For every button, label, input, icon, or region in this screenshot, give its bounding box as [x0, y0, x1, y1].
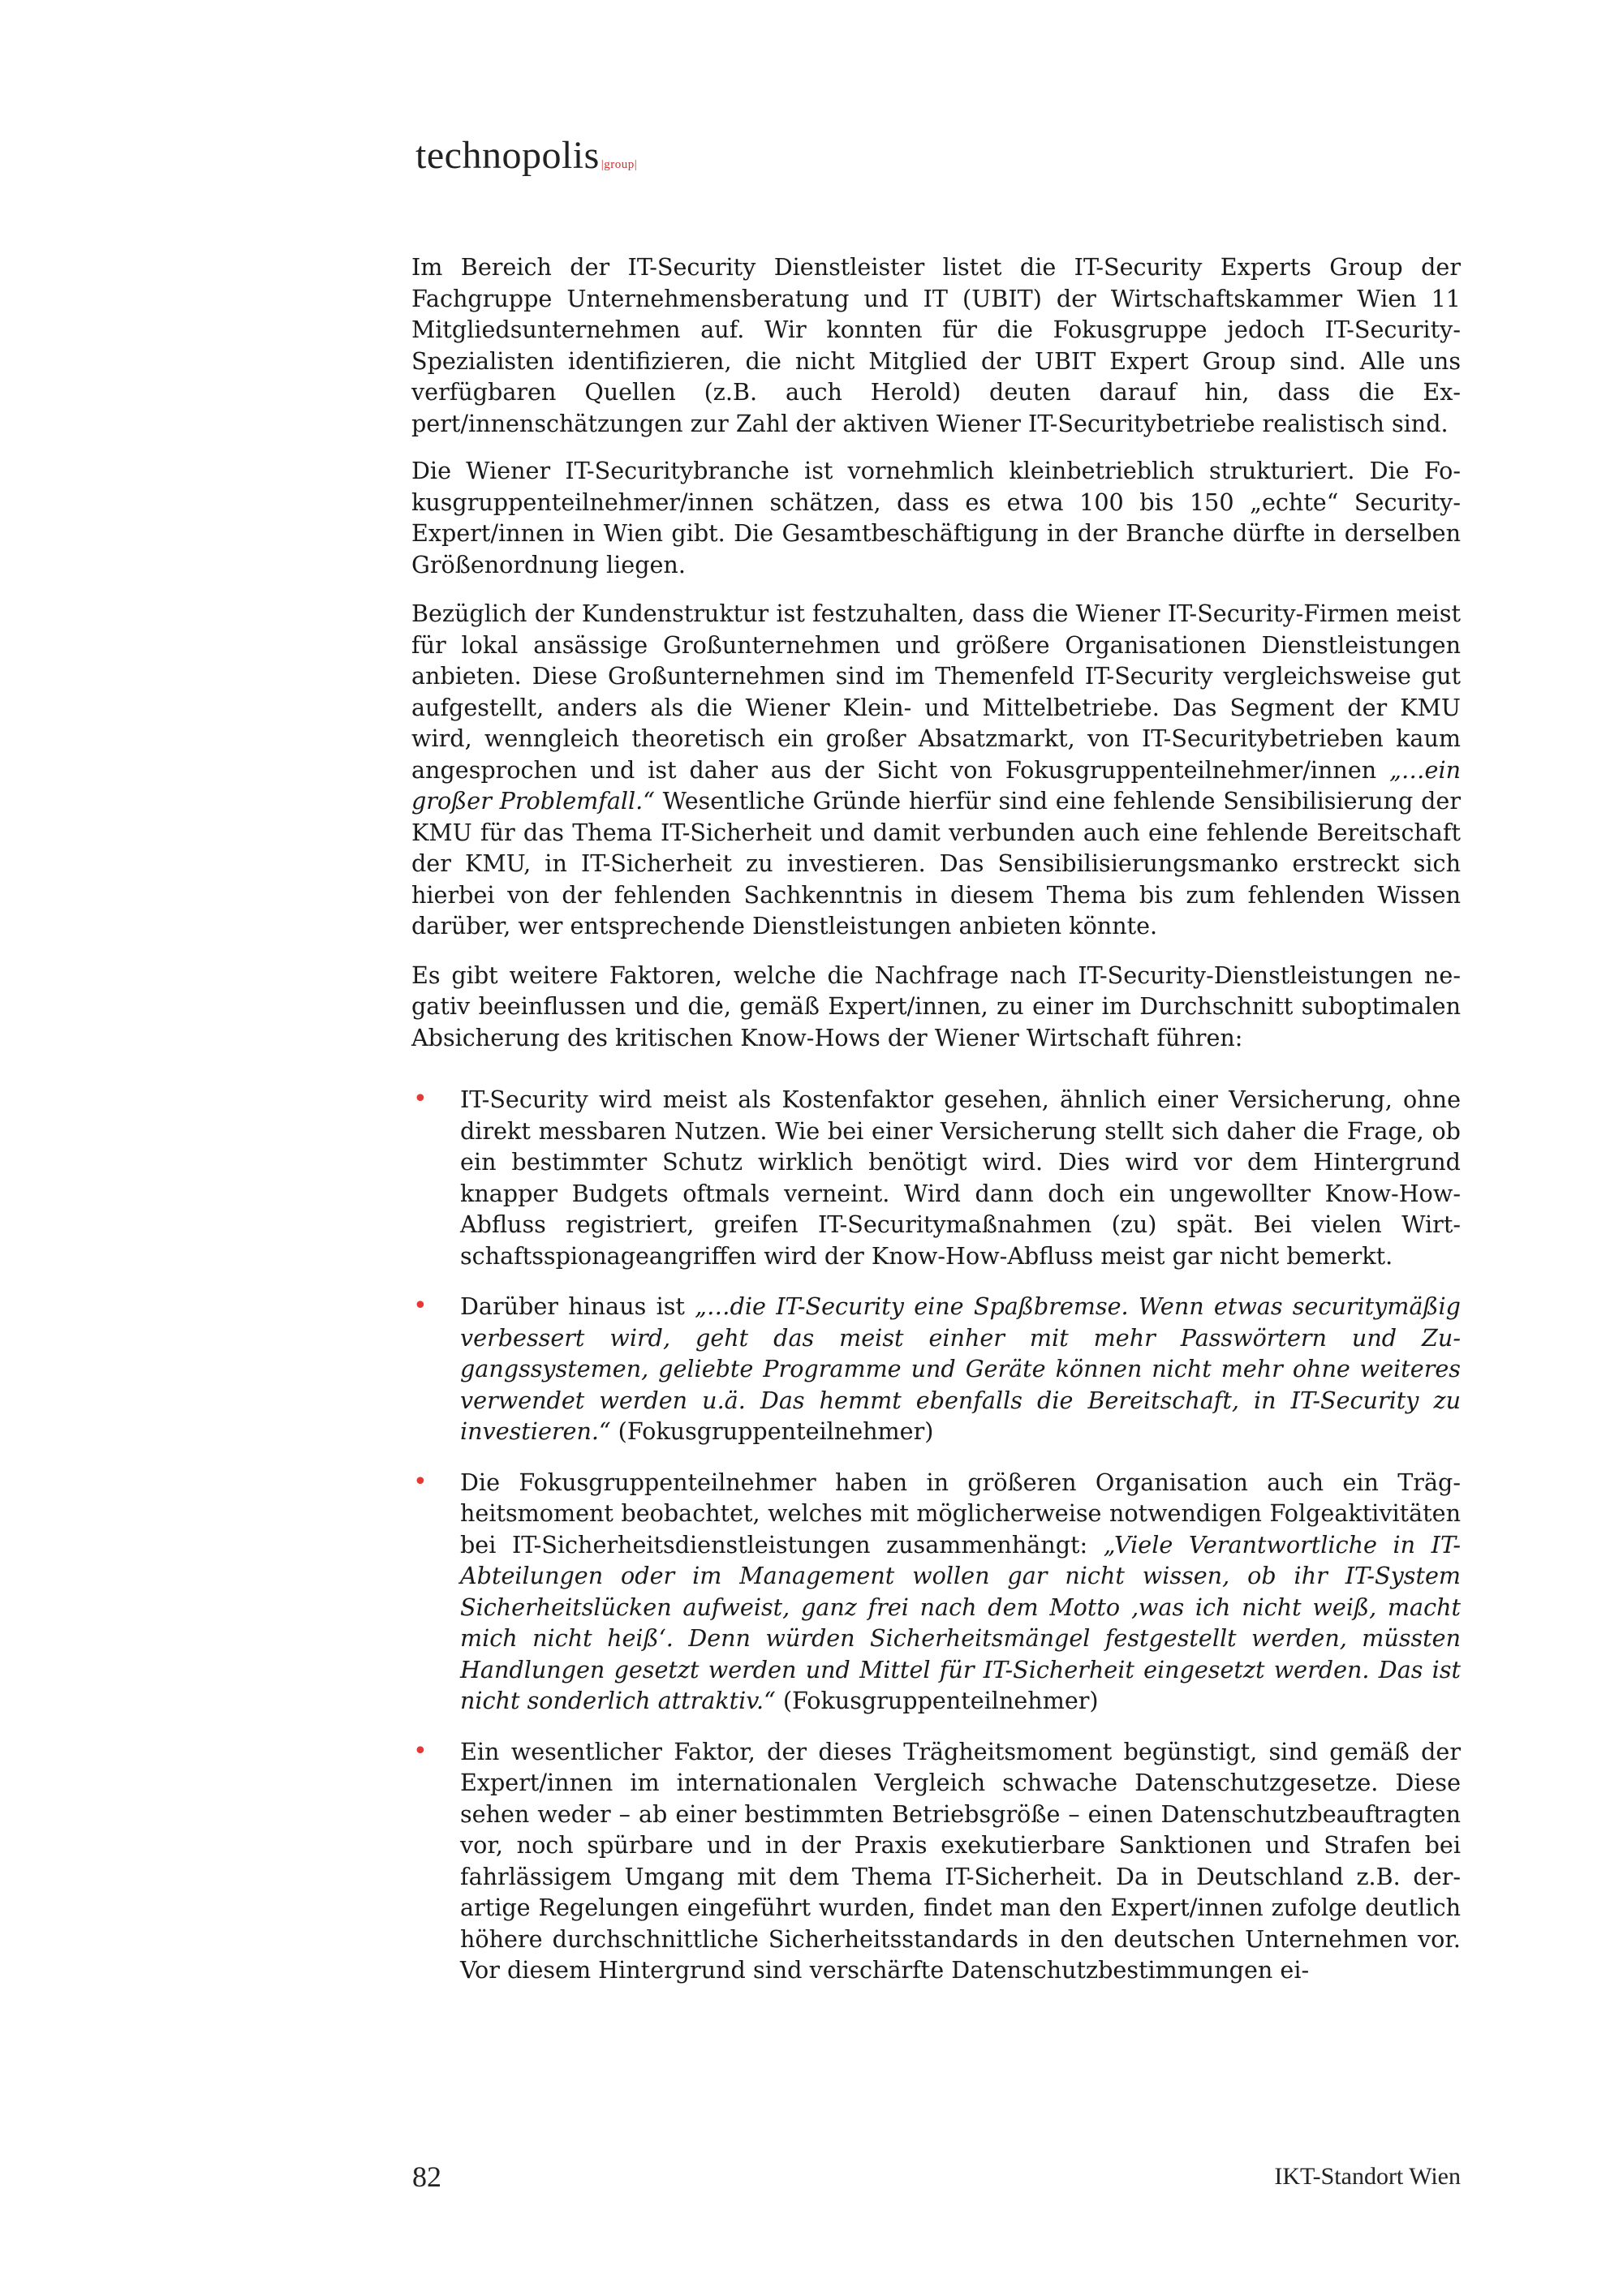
- list-item: [411, 1291, 1461, 1447]
- paragraph: Im Bereich der IT-Security Dienstleister listet die IT-Security Experts Group der Fachgruppe Unternehmensberatung und IT (UBIT) der Wirtschaftskammer Wien 11 Mitgliedsunternehmen auf. Wir konnten für die Fokusgruppe jedoch IT-Security-Spezialisten identifizieren, die nicht Mitglied der UBIT Expert Group sind. Alle uns verfügbaren Quellen (z.B. auch Herold) deuten darauf hin, dass die Expert/innenschätzungen zur Zahl der aktiven Wiener IT-Securitybetriebe realistisch sind.: [411, 253, 1461, 437]
- bullet-list: [411, 1084, 1461, 1986]
- bullet-icon: •: [413, 1736, 428, 1765]
- list-item-source: (Fokusgruppenteilnehmer): [775, 1687, 1099, 1714]
- paragraph: Die Wiener IT-Securitybranche ist vornehmlich kleinbetrieblich strukturiert. Die Fokusgruppenteilnehmer/innen schätzen, dass es etwa 100 bis 150 „echte“ Security-Expert/innen in Wien gibt. Die Gesamtbeschäftigung in der Branche dürfte in derselben Größenordnung liegen.: [411, 457, 1461, 578]
- logo-text: technopolis: [415, 134, 600, 177]
- list-item-source: (Fokusgruppenteilnehmer): [610, 1417, 934, 1445]
- document-title: IKT-Standort Wien: [1274, 2163, 1461, 2190]
- paragraph-quote: „…ein großer Problemfall.“: [411, 755, 1461, 815]
- page-number: 82: [412, 2161, 441, 2193]
- paragraph-text: Bezüglich der Kundenstruktur ist festzuhalten, dass die Wiener IT-Security-Firmen meist für lokal ansässige Großunternehmen und größere Organisationen Dienstleistungen anbieten. Diese Großunternehmen sind im Themenfeld IT-Security vergleichsweise gut aufgestellt, anders als die Wiener Klein- und Mittelbetriebe. Das Segment der KMU wird, wenngleich theoretisch ein großer Absatzmarkt, von IT-Securitybetrieben kaum angesprochen und ist daher aus der Sicht von Fokusgruppenteilnehmer/innen: [411, 600, 1461, 784]
- bullet-icon: •: [413, 1467, 428, 1496]
- body-text: [411, 252, 1461, 2006]
- list-item-text: Die Fokusgruppenteilnehmer haben in größeren Organisation auch ein Trägheitsmoment beobachtet, welches mit möglicherweise notwendigen Folgeaktivitäten bei IT-Sicherheitsdienstleistungen zusammenhängt:: [460, 1468, 1461, 1559]
- bullet-icon: •: [413, 1292, 428, 1320]
- paragraph-text: Wesentliche Gründe hierfür sind eine fehlende Sensibilisierung der KMU für das Thema IT-Sicherheit und damit verbunden auch eine fehlende Bereitschaft der KMU, in IT-Sicherheit zu investieren. Das Sensibilisierungsmanko erstreckt sich hierbei von der fehlenden Sachkenntnis in diesem Thema bis zum fehlenden Wissen darüber, wer entsprechende Dienstleistungen anbieten könnte.: [411, 787, 1462, 939]
- logo-suffix: |group|: [601, 158, 638, 171]
- list-item: [411, 1467, 1461, 1717]
- list-item-text: IT-Security wird meist als Kostenfaktor gesehen, ähnlich einer Versicherung, ohne direkt messbaren Nutzen. Wie bei einer Versicherung stellt sich daher die Frage, ob ein bestimmter Schutz wirklich benötigt wird. Dies wird vor dem Hintergrund knapper Budgets oftmals verneint. Wird dann doch ein ungewollter Know-How-Abfluss registriert, greifen IT-Securitymaßnahmen (zu) spät. Bei vielen Wirtschaftsspionageangriffen wird der Know-How-Abfluss meist gar nicht bemerkt.: [460, 1086, 1461, 1270]
- paragraph: [411, 598, 1461, 942]
- list-item-quote: „…die IT-Security eine Spaßbremse. Wenn etwas securitymäßig verbessert wird, geht das meist einher mit mehr Passwörtern und Zugangssystemen, geliebte Programme und Geräte können nicht mehr ohne weiteres verwendet werden u.ä. Das hemmt ebenfalls die Bereitschaft, in IT-Security zu investieren.“: [460, 1292, 1461, 1445]
- paragraph: Es gibt weitere Faktoren, welche die Nachfrage nach IT-Security-Dienstleistungen negativ beeinflussen und die, gemäß Expert/innen, zu einer im Durchschnitt suboptimalen Absicherung des kritischen Know-Hows der Wiener Wirtschaft führen:: [411, 961, 1461, 1051]
- bullet-icon: •: [413, 1085, 428, 1113]
- list-item-text: Darüber hinaus ist: [460, 1292, 695, 1320]
- list-item: [411, 1084, 1461, 1271]
- list-item-text: Ein wesentlicher Faktor, der dieses Trägheitsmoment begünstigt, sind gemäß der Expert/innen im internationalen Vergleich schwache Datenschutzgesetze. Diese sehen weder – ab einer bestimmten Betriebsgröße – einen Datenschutzbeauftragten vor, noch spürbare und in der Praxis exekutierbare Sanktionen und Strafen bei fahrlässigem Umgang mit dem Thema IT-Sicherheit. Da in Deutschland z.B. derartige Regelungen eingeführt wurden, findet man den Expert/innen zufolge deutlich höhere durchschnittliche Sicherheitsstandards in den deutschen Unternehmen vor. Vor diesem Hintergrund sind verschärfte Datenschutzbestimmungen ei-: [460, 1737, 1461, 1984]
- list-item: [411, 1736, 1461, 1986]
- list-item-quote: „Viele Verantwortliche in IT-Abteilungen oder im Management wollen gar nicht wissen, ob ihr IT-System Sicherheitslücken aufweist, ganz frei nach dem Motto ‚was ich nicht weiß, macht mich nicht heiß‘. Denn würden Sicherheitsmängel festgestellt werden, müssten Handlungen gesetzt werden und Mittel für IT-Sicherheit eingesetzt werden. Das ist nicht sonderlich attraktiv.“: [460, 1530, 1461, 1714]
- publisher-logo: [415, 136, 637, 175]
